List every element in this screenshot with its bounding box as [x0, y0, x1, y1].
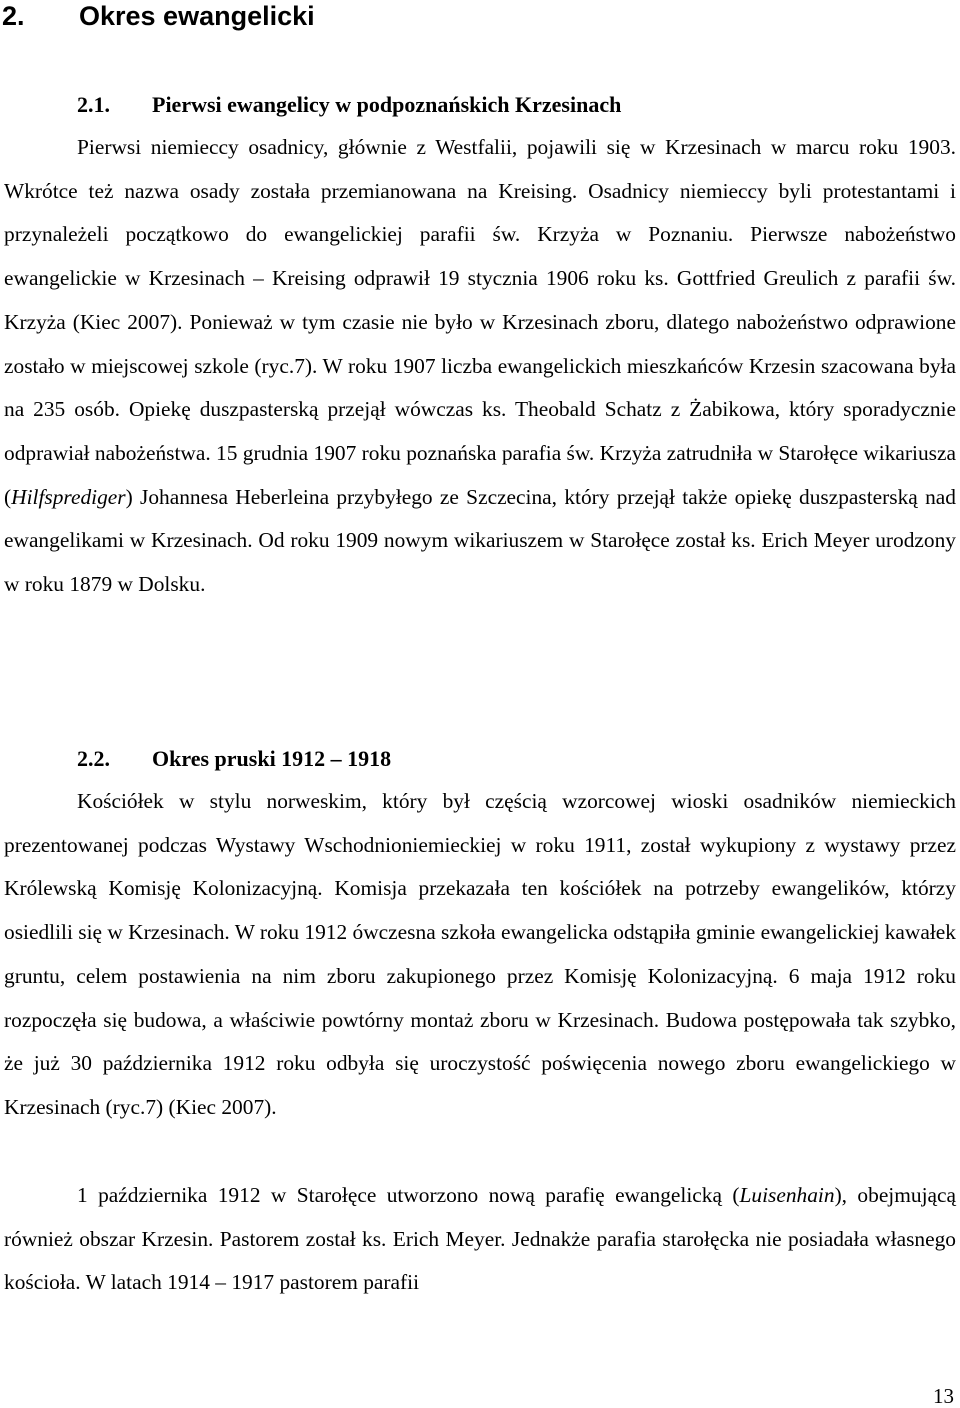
- paragraph-text: ), obejmującą również obszar Krzesin. Pastorem został ks. Erich Meyer. Jednakże parafia starołęcka nie posiadała własnego kościoła. W latach 1914 – 1917 pastorem parafii: [4, 1183, 957, 1295]
- paragraph-text: Kościółek w stylu norweskim, który był częścią wzorcowej wioski osadników niemieckich prezentowanej podczas Wystawy Wschodnioniemieckiej w roku 1911, został wykupiony z wystawy przez Królewską Komisję Kolonizacyjną. Komisja przekazała ten kościółek na potrzeby ewangelików, którzy osiedlili się w Krzesinach. W roku 1912 ówczesna szkoła ewangelicka odstąpiła gminie ewangelickiej kawałek gruntu, celem postawienia na nim zboru zakupionego przez Komisję Kolonizacyjną. 6 maja 1912 roku rozpoczęła się budowa, a właściwie powtórny montaż zboru w Krzesinach. Budowa postępowała tak szybko, że już 30 października 1912 roku odbyła się uroczystość poświęcenia nowego zboru ewangelickiego w Krzesinach (ryc.7) (Kiec 2007).: [4, 789, 956, 1119]
- paragraph-text: 1 października 1912 w Starołęce utworzono nową parafię ewangelicką (: [77, 1183, 740, 1207]
- chapter-heading: [2, 0, 315, 36]
- paragraph-text: Pierwsi niemieccy osadnicy, głównie z Westfalii, pojawili się w Krzesinach w marcu roku 1903. Wkrótce też nazwa osady została przemianowana na Kreising. Osadnicy niemieccy byli protestantami i przynależeli początkowo do ewangelickiej parafii św. Krzyża w Poznaniu. Pierwsze nabożeństwo ewangelickie w Krzesinach – Kreising odprawił 19 stycznia 1906 roku ks. Gottfried Greulich z parafii św. Krzyża (Kiec 2007). Ponieważ w tym czasie nie było w Krzesinach zboru, dlatego nabożeństwo odprawione zostało w miejscowej szkole (ryc.7). W roku 1907 liczba ewangelickich mieszkańców Krzesin szacowana była na 235 osób. Opiekę duszpasterską przejął wówczas ks. Theobald Schatz z Żabikowa, który sporadycznie odprawiał nabożeństwa. 15 grudnia 1907 roku poznańska parafia św. Krzyża zatrudniła w Starołęce wikariusza (: [4, 135, 956, 509]
- paragraph-text: ) Johannesa Heberleina przybyłego ze Szczecina, który przejął także opiekę duszpasterską nad ewangelikami w Krzesinach. Od roku 1909 nowym wikariuszem w Starołęce został ks. Erich Meyer urodzony w roku 1879 w Dolsku.: [4, 484, 956, 597]
- paragraph-new-parish: [4, 1174, 956, 1305]
- section-number: 2.1.: [77, 92, 110, 117]
- paragraph-italic-term: Luisenhain: [739, 1183, 835, 1207]
- section-heading-2-1: [77, 90, 621, 120]
- chapter-title: Okres ewangelicki: [79, 1, 315, 31]
- section-number: 2.2.: [77, 746, 110, 771]
- section-heading-2-2: [77, 744, 391, 774]
- page-number: 13: [933, 1384, 954, 1408]
- paragraph-first-evangelicals: [4, 126, 956, 607]
- section-title: Pierwsi ewangelicy w podpoznańskich Krzesinach: [152, 92, 622, 117]
- section-title: Okres pruski 1912 – 1918: [152, 746, 392, 771]
- paragraph-italic-term: Hilfsprediger: [11, 484, 126, 509]
- chapter-number: 2.: [2, 1, 25, 31]
- paragraph-church-building: [4, 780, 956, 1130]
